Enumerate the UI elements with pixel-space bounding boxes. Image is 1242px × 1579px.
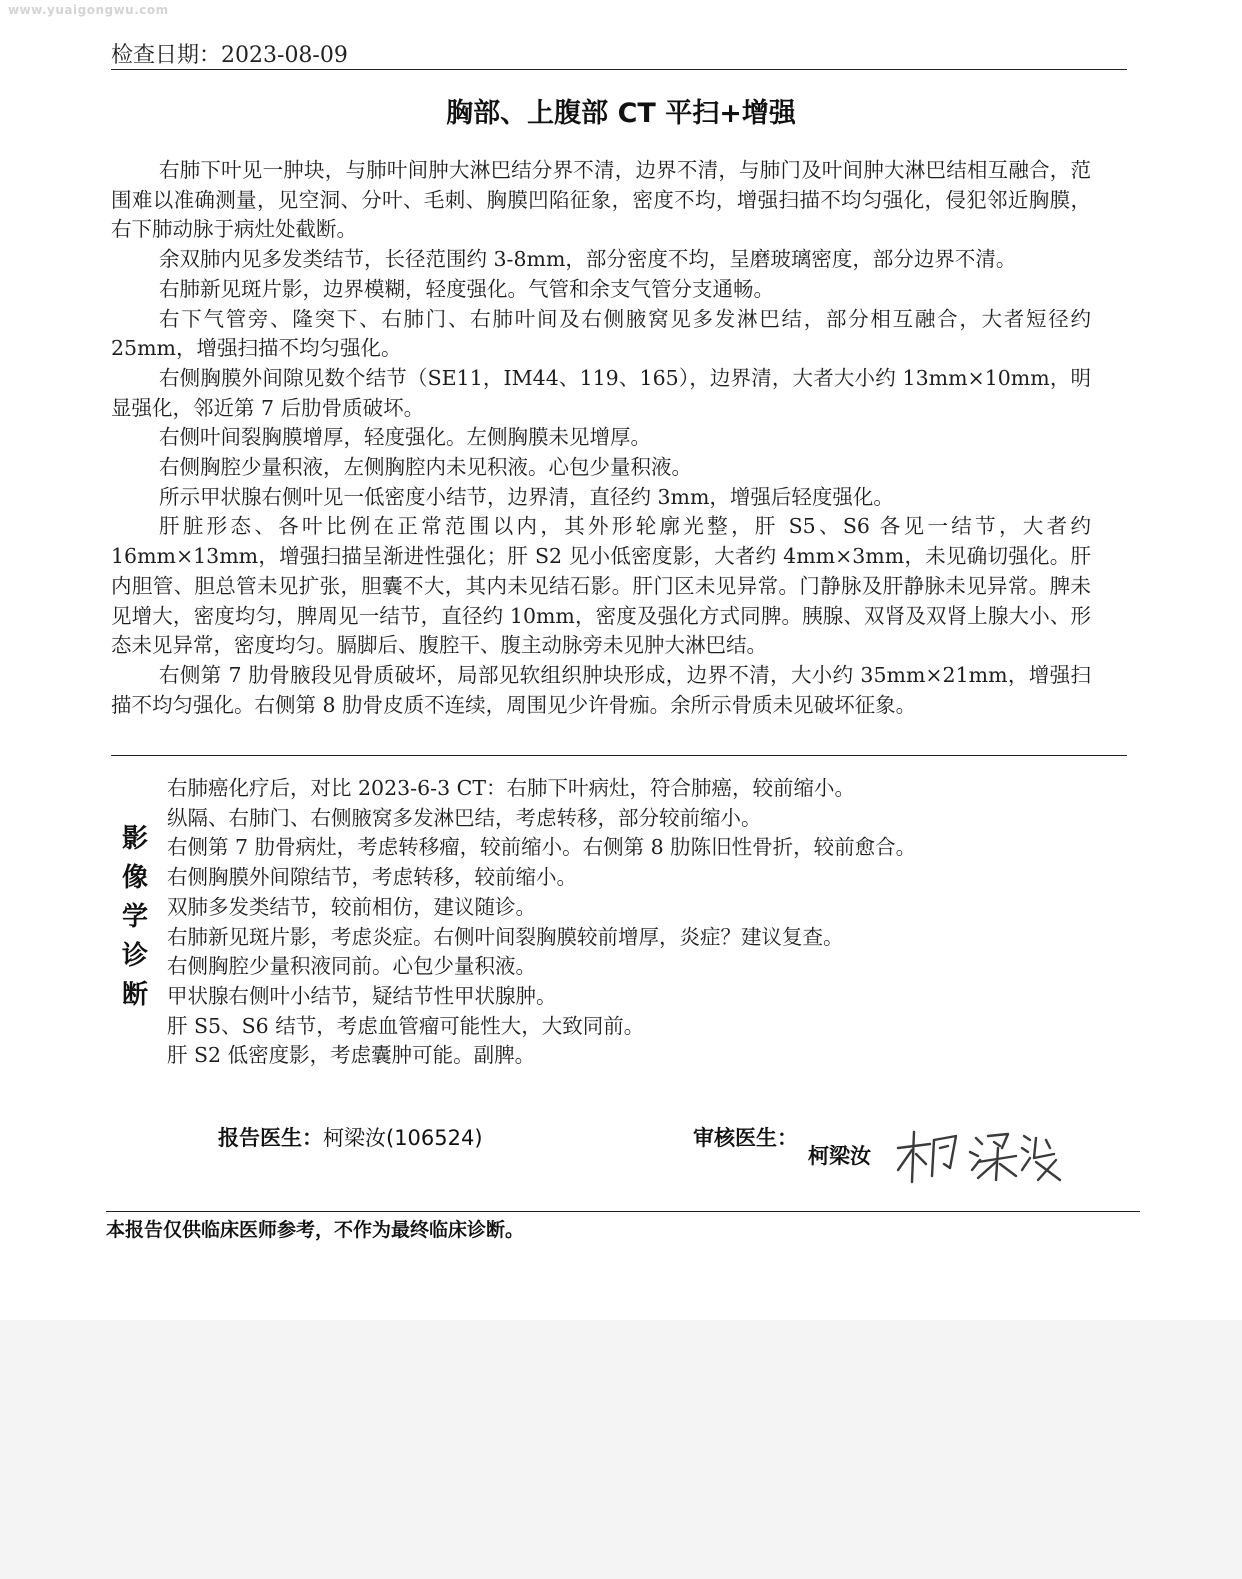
reporting-doctor-name: 柯梁汝(106524) — [323, 1126, 483, 1150]
impression-line: 右肺新见斑片影，考虑炎症。右侧叶间裂胸膜较前增厚，炎症？建议复查。 — [167, 924, 844, 949]
impression-line: 肝 S2 低密度影，考虑囊肿可能。副脾。 — [167, 1043, 536, 1068]
finding-paragraph: 右侧胸膜外间隙见数个结节（SE11，IM44、119、165），边界清，大者大小约 13mm×10mm，明显强化，邻近第 7 后肋骨质破坏。 — [111, 365, 1091, 420]
finding-paragraph: 右侧胸腔少量积液，左侧胸腔内未见积液。心包少量积液。 — [159, 455, 692, 480]
diagnosis-label — [118, 820, 152, 1015]
header-divider — [111, 69, 1127, 70]
finding-paragraph: 右下气管旁、隆突下、右肺门、右肺叶间及右侧腋窝见多发淋巴结，部分相互融合，大者短径约 25mm，增强扫描不均匀强化。 — [111, 306, 1091, 361]
exam-date — [111, 38, 348, 69]
impression-line: 纵隔、右肺门、右侧腋窝多发淋巴结，考虑转移，部分较前缩小。 — [167, 805, 762, 830]
reviewing-doctor-label: 审核医生： — [693, 1126, 798, 1150]
finding-paragraph: 所示甲状腺右侧叶见一低密度小结节，边界清，直径约 3mm，增强后轻度强化。 — [159, 484, 894, 509]
diagnosis-label-char: 诊 — [121, 941, 148, 971]
handwritten-signature — [890, 1118, 1065, 1194]
reviewing-doctor-name: 柯梁汝 — [808, 1144, 871, 1168]
finding-paragraph: 右肺新见斑片影，边界模糊，轻度强化。气管和余支气管分支通畅。 — [159, 276, 774, 301]
reviewing-doctor — [693, 1122, 798, 1152]
findings-divider — [111, 755, 1127, 756]
impression-line: 右肺癌化疗后，对比 2023-6-3 CT：右肺下叶病灶，符合肺癌，较前缩小。 — [167, 776, 855, 800]
impression-line: 右侧第 7 肋骨病灶，考虑转移瘤，较前缩小。右侧第 8 肋陈旧性骨折，较前愈合。 — [167, 835, 917, 860]
report-title: 胸部、上腹部 CT 平扫+增强 — [446, 98, 796, 129]
finding-paragraph: 右肺下叶见一肿块，与肺叶间肿大淋巴结分界不清，边界不清，与肺门及叶间肿大淋巴结相互融合，范围难以准确测量，见空洞、分叶、毛刺、胸膜凹陷征象，密度不均，增强扫描不均匀强化，侵犯邻近胸膜，右下肺动脉于病灶处截断。 — [111, 158, 1091, 242]
finding-paragraph: 肝脏形态、各叶比例在正常范围以内，其外形轮廓光整，肝 S5、S6 各见一结节，大者约 16mm×13mm，增强扫描呈渐进性强化；肝 S2 见小低密度影，大者约 4mm×3mm，未见确切强化。肝内胆管、胆总管未见扩张，胆囊不大，其内未见结石影。肝门区未见异常。门静脉及肝静脉未见异常。脾未见增大，密度均匀，脾周见一结节，直径约 10mm，密度及强化方式同脾。胰腺、双肾及双肾上腺大小、形态未见异常，密度均匀。膈脚后、腹腔干、腹主动脉旁未见肿大淋巴结。 — [111, 514, 1091, 658]
diagnosis-label-char: 影 — [121, 824, 148, 854]
disclaimer: 本报告仅供临床医师参考，不作为最终临床诊断。 — [106, 1219, 525, 1241]
exam-date-value: 2023-08-09 — [221, 43, 348, 68]
signature-divider — [106, 1211, 1140, 1212]
findings-section — [111, 156, 1091, 720]
impression-line: 甲状腺右侧叶小结节，疑结节性甲状腺肿。 — [167, 983, 557, 1008]
finding-paragraph: 右侧第 7 肋骨腋段见骨质破坏，局部见软组织肿块形成，边界不清，大小约 35mm×21mm，增强扫描不均匀强化。右侧第 8 肋骨皮质不连续，周围见少许骨痂。余所示骨质未见破坏征象。 — [111, 662, 1091, 717]
finding-paragraph: 右侧叶间裂胸膜增厚，轻度强化。左侧胸膜未见增厚。 — [159, 425, 651, 450]
impression-line: 双肺多发类结节，较前相仿，建议随诊。 — [167, 894, 536, 919]
reporting-doctor — [218, 1122, 483, 1152]
diagnosis-label-char: 学 — [121, 902, 148, 932]
impression-line: 右侧胸腔少量积液同前。心包少量积液。 — [167, 954, 536, 979]
exam-date-label: 检查日期： — [111, 43, 222, 68]
impression-line: 肝 S5、S6 结节，考虑血管瘤可能性大，大致同前。 — [167, 1013, 645, 1038]
reporting-doctor-label: 报告医生： — [218, 1126, 323, 1150]
diagnosis-label-char: 断 — [121, 980, 148, 1010]
diagnosis-label-char: 像 — [121, 863, 148, 893]
impression-line: 右侧胸膜外间隙结节，考虑转移，较前缩小。 — [167, 865, 577, 890]
finding-paragraph: 余双肺内见多发类结节，长径范围约 3-8mm，部分密度不均，呈磨玻璃密度，部分边界不清。 — [159, 247, 1017, 272]
watermark: www.yuaigongwu.com — [8, 3, 169, 17]
impression-section — [167, 774, 1107, 1071]
